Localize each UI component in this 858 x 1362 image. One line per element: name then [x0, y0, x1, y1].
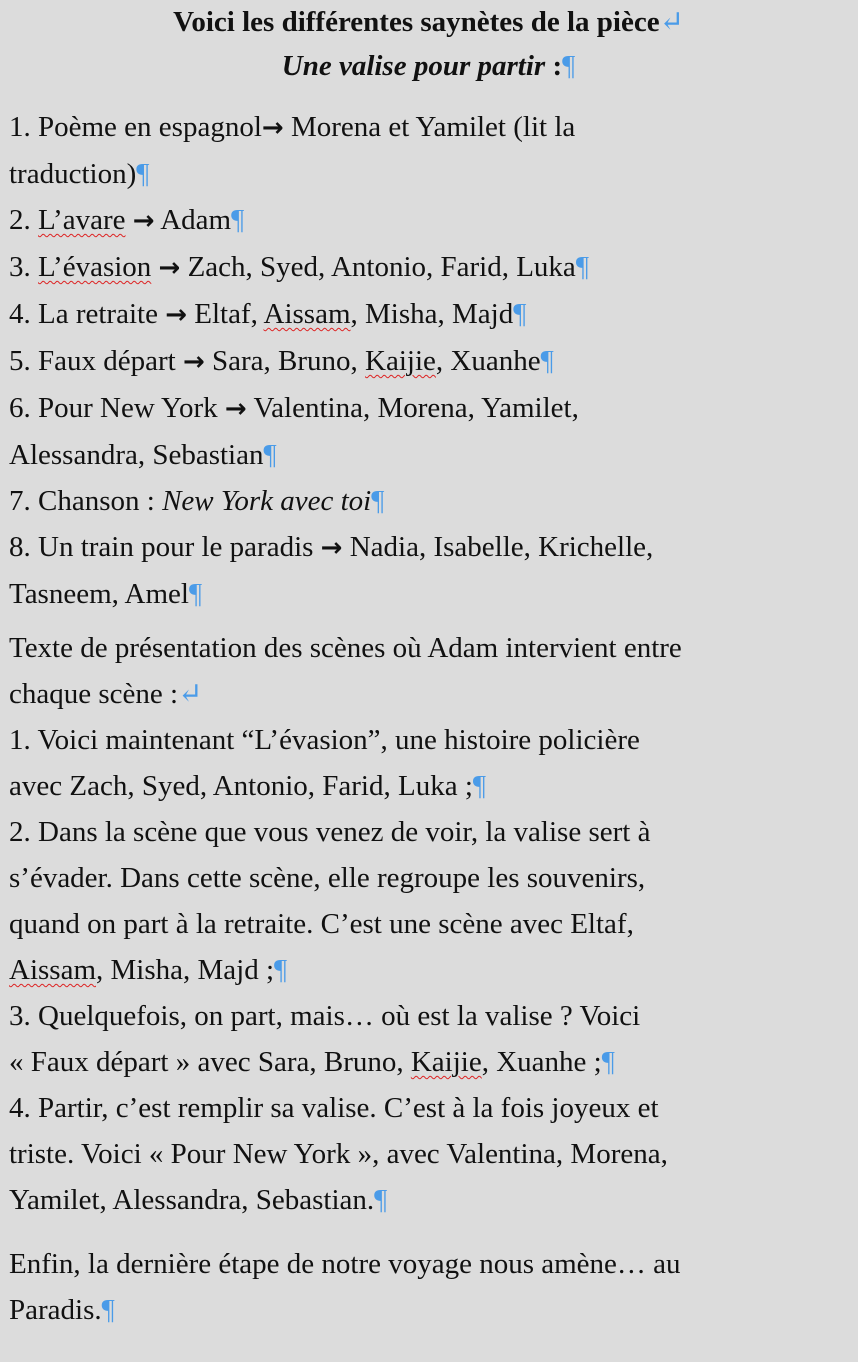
scene-item: 2. L’avare → Adam¶ [9, 204, 245, 236]
pilcrow-mark: ¶ [136, 158, 150, 190]
pilcrow-mark: ¶ [562, 50, 576, 82]
pilcrow-mark: ¶ [472, 770, 487, 802]
scene-item: 4. La retraite → Eltaf, Aissam, Misha, Majd¶ [9, 298, 527, 330]
spelling-flag[interactable]: L’avare [38, 204, 126, 236]
closing-line: Enfin, la dernière étape de notre voyage nous amène… au [9, 1248, 681, 1280]
presentation-item: 2. Dans la scène que vous venez de voir, la valise sert à [9, 816, 651, 848]
presentation-item: 3. Quelquefois, on part, mais… où est la valise ? Voici [9, 1000, 641, 1032]
arrow-icon: → [261, 113, 284, 143]
spelling-flag[interactable]: Aissam [263, 298, 351, 330]
pilcrow-mark: ¶ [513, 298, 527, 330]
spelling-flag[interactable]: L’évasion [38, 251, 152, 283]
presentation-item-continued: s’évader. Dans cette scène, elle regroupe les souvenirs, [9, 862, 646, 894]
presentation-item: 4. Partir, c’est remplir sa valise. C’est à la fois joyeux et [9, 1092, 659, 1124]
scene-item-continued: Tasneem, Amel¶ [9, 578, 203, 610]
line-break-mark: ↵ [178, 678, 203, 710]
presentation-item-continued: « Faux départ » avec Sara, Bruno, Kaijie, Xuanhe ;¶ [9, 1046, 615, 1078]
arrow-icon: → [224, 394, 247, 424]
presentation-intro: Texte de présentation des scènes où Adam intervient entre [9, 632, 682, 664]
scene-list [9, 104, 848, 617]
spelling-flag[interactable]: Aissam [9, 954, 96, 986]
pilcrow-mark: ¶ [101, 1294, 115, 1326]
presentation-item: 1. Voici maintenant “L’évasion”, une histoire policière [9, 724, 640, 756]
pilcrow-mark: ¶ [540, 345, 554, 377]
scene-item: 5. Faux départ → Sara, Bruno, Kaijie, Xuanhe¶ [9, 345, 554, 377]
play-title: Une valise pour partir [281, 50, 546, 82]
pilcrow-mark: ¶ [601, 1046, 615, 1078]
arrow-icon: → [182, 347, 205, 377]
scene-item: 6. Pour New York → Valentina, Morena, Yamilet, [9, 392, 579, 424]
pilcrow-mark: ¶ [274, 954, 288, 986]
spelling-flag[interactable]: Kaijie [365, 345, 436, 377]
scene-item: 7. Chanson : New York avec toi¶ [9, 485, 385, 517]
song-title: New York avec toi [162, 485, 372, 517]
presentation-text [9, 625, 848, 1223]
pilcrow-mark: ¶ [263, 439, 277, 471]
title-line-2: Une valise pour partir :¶ [281, 50, 576, 82]
title-line-1: Voici les différentes saynètes de la pièce↵ [173, 6, 684, 38]
arrow-icon: → [132, 206, 155, 236]
closing-line-continued: Paradis.¶ [9, 1294, 115, 1326]
pilcrow-mark: ¶ [231, 204, 245, 236]
line-break-mark: ↵ [659, 6, 684, 38]
scene-item: 3. L’évasion → Zach, Syed, Antonio, Farid, Luka¶ [9, 251, 589, 283]
presentation-item-continued: avec Zach, Syed, Antonio, Farid, Luka ;¶ [9, 770, 487, 802]
arrow-icon: → [165, 300, 187, 330]
scene-item-continued: Alessandra, Sebastian¶ [9, 439, 277, 471]
closing-text [9, 1241, 848, 1333]
scene-item: 1. Poème en espagnol→ Morena et Yamilet (lit la [9, 111, 576, 143]
presentation-item-continued: quand on part à la retraite. C’est une scène avec Eltaf, [9, 908, 634, 940]
scene-item-continued: traduction)¶ [9, 158, 150, 190]
arrow-icon: → [158, 253, 181, 283]
pilcrow-mark: ¶ [188, 578, 203, 610]
pilcrow-mark: ¶ [374, 1184, 388, 1216]
presentation-intro-continued: chaque scène :↵ [9, 678, 203, 710]
presentation-item-continued: Aissam, Misha, Majd ;¶ [9, 954, 288, 986]
arrow-icon: → [320, 533, 343, 563]
spelling-flag[interactable]: Kaijie [410, 1046, 482, 1078]
presentation-item-continued: triste. Voici « Pour New York », avec Valentina, Morena, [9, 1138, 668, 1170]
presentation-item-continued: Yamilet, Alessandra, Sebastian.¶ [9, 1184, 388, 1216]
scene-item: 8. Un train pour le paradis → Nadia, Isabelle, Krichelle, [9, 531, 654, 563]
pilcrow-mark: ¶ [575, 251, 589, 283]
pilcrow-mark: ¶ [371, 485, 385, 517]
document-title [9, 0, 848, 88]
